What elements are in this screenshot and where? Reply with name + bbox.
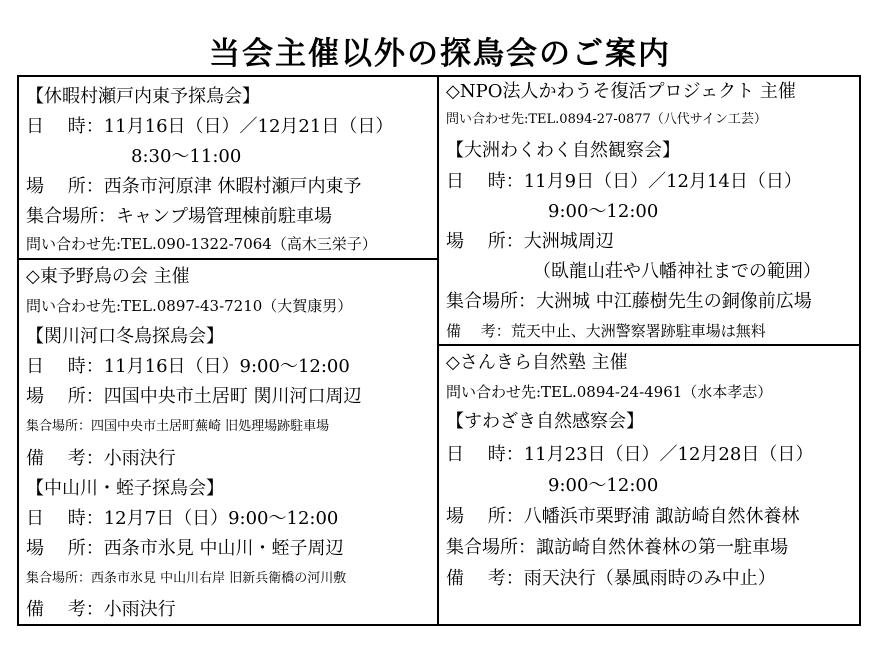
right-section-divider	[437, 344, 861, 346]
meeting-place-row: 集合場所：四国中央市土居町蕪崎 旧処理場跡駐車場	[26, 419, 330, 434]
remarks-row: 備 考：小雨決行	[26, 599, 176, 620]
remarks-row: 備 考：小雨決行	[26, 448, 176, 469]
page-title: 当会主催以外の探鳥会のご案内	[209, 36, 671, 72]
time-row: 8:30〜11:00	[131, 146, 242, 167]
meeting-place-row: 集合場所：大洲城 中江藤樹先生の銅像前広場	[446, 291, 812, 312]
remarks-row: 備 考：荒天中止、大洲警察署跡駐車場は無料	[446, 322, 766, 340]
date-row: 日 時：12月7日（日）9:00〜12:00	[26, 508, 339, 529]
date-row: 日 時：11月23日（日）／12月28日（日）	[446, 444, 814, 465]
place-row: 場 所：西条市河原津 休暇村瀬戸内東予	[26, 176, 362, 197]
time-row: 9:00〜12:00	[548, 201, 659, 222]
remarks-row: 備 考：雨天決行（暴風雨時のみ中止）	[446, 568, 776, 589]
event-heading-sekigawa: 【関川河口冬鳥探鳥会】	[26, 326, 224, 347]
organizer-kawauso: ◇NPO法人かわうそ復活プロジェクト 主催	[446, 81, 796, 102]
meeting-place-row: 集合場所：諏訪崎自然休養林の第一駐車場	[446, 537, 788, 558]
date-row: 日 時：11月16日（日）／12月21日（日）	[26, 116, 394, 137]
contact-row: 問い合わせ先:TEL.0894-27-0877（八代サイン工芸）	[446, 112, 767, 127]
column-divider	[437, 75, 439, 626]
contact-row: 問い合わせ先:TEL.090-1322-7064（高木三栄子）	[26, 235, 377, 253]
place-row: 場 所：八幡浜市栗野浦 諏訪崎自然休養林	[446, 506, 800, 527]
organizer-sankira: ◇さんきら自然塾 主催	[446, 352, 628, 373]
time-row: 9:00〜12:00	[548, 475, 659, 496]
place-row: 場 所：西条市氷見 中山川・蛭子周辺	[26, 538, 344, 559]
organizer-toyo: ◇東予野鳥の会 主催	[26, 266, 190, 287]
date-row: 日 時：11月9日（日）／12月14日（日）	[446, 171, 802, 192]
meeting-place-row: 集合場所：西条市氷見 中山川右岸 旧新兵衛橋の河川敷	[26, 571, 347, 586]
place-note: （臥龍山荘や八幡神社までの範囲）	[533, 261, 821, 282]
date-row: 日 時：11月16日（日）9:00〜12:00	[26, 356, 350, 377]
meeting-place-row: 集合場所：キャンプ場管理棟前駐車場	[26, 206, 332, 227]
place-row: 場 所：大洲城周辺	[446, 231, 614, 252]
event-heading-kyukamura: 【休暇村瀬戸内東予探鳥会】	[26, 86, 260, 107]
event-heading-suwazaki: 【すわざき自然感察会】	[446, 411, 644, 432]
event-heading-nakayamagawa: 【中山川・蛭子探鳥会】	[26, 478, 224, 499]
contact-row: 問い合わせ先:TEL.0894-24-4961（水本孝志）	[446, 383, 773, 401]
left-section-divider	[17, 258, 438, 260]
contact-row: 問い合わせ先:TEL.0897-43-7210（大賀康男）	[26, 297, 353, 315]
event-heading-ozu: 【大洲わくわく自然観察会】	[446, 140, 680, 161]
place-row: 場 所：四国中央市土居町 関川河口周辺	[26, 386, 362, 407]
